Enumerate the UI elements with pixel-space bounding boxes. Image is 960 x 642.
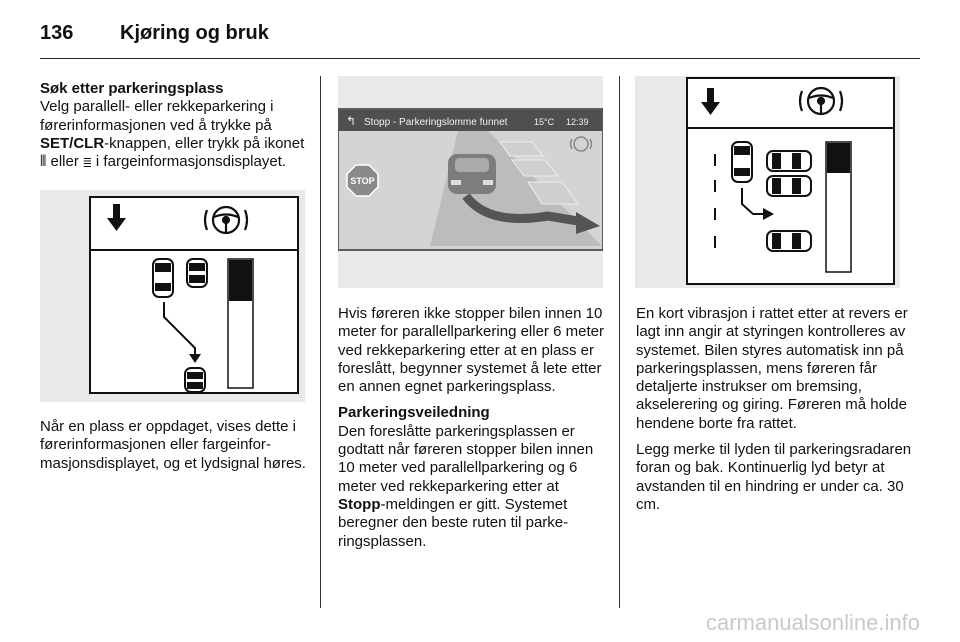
parallel-parking-icon: ⫴ [40,153,47,171]
paragraph-select-parking: Søk etter parkeringsplass Velg parallell- eller rekkeparkering i førerinformasjonen ved å trykke på SET/CLR-knappen, eller trykk på ikonet ⫴ eller ≣ i fargeinformasjonsdisplayet. [40,80,308,171]
page-title: Kjøring og bruk [120,22,269,44]
car-icon [187,259,207,287]
stop-sign-icon [347,165,378,196]
column-divider-2 [619,76,620,608]
car-icon [767,151,811,171]
perpendicular-parking-icon: ≣ [83,153,92,171]
car-icon [767,231,811,251]
paragraph-vibration: En kort vibrasjon i rattet etter at revers er lagt inn angir at styringen kontrolleres av systemet. Bilen styres automatisk inn på parkeringsplassen, mens føreren får detaljerte instrukser om bremsing, akselerering og giring. Føreren må holde hendene borte fra rattet. [636,305,908,432]
svg-text:STOP: STOP [350,176,375,186]
temperature-readout: 15°C [534,117,555,127]
column-divider-1 [320,76,321,608]
watermark: carmanualsonline.info [705,610,920,635]
figure-colour-display [338,76,603,288]
screen-title: Stopp - Parkeringslomme funnet [364,117,508,128]
car-rear-illustration [448,154,496,194]
car-icon [153,259,173,297]
column-2 [338,305,608,559]
stopp-label: Stopp [338,495,381,513]
distance-gauge [228,259,253,388]
figure-parallel-parking-display [40,190,305,402]
paragraph-parking-guidance: Parkeringsveiledning Den foreslåtte parkeringsplassen er godtatt når føreren stopper bilen innen 10 meter ved parallellparkering og 6 meter ved rekkeparkering etter at Stopp-meldingen er gitt. Systemet beregner den beste ruten til parkeringsplassen. [338,404,608,550]
section-heading-guidance: Parkeringsveiledning [338,404,490,422]
distance-gauge [826,142,851,272]
car-icon [767,176,811,196]
figure-perpendicular-parking-display [635,76,900,288]
back-icon[interactable]: ↰ [346,114,357,128]
paragraph-space-detected: Når en plass er oppdaget, vises dette i førerinformasjonen eller fargeinformasjonsdisplayet, og et lydsignal høres. [40,418,306,472]
header-rule [40,58,920,59]
clock-readout: 12:39 [566,117,589,127]
page-header [40,18,920,60]
column-1 [40,80,308,179]
column-1-bottom [40,418,308,481]
paragraph-stop-distance: Hvis føreren ikke stopper bilen innen 10 meter for parallellparkering eller 6 meter ved rekkeparkering etter at en plass er foreslått, begynner systemet å lete etter en annen egnet parkeringsplass. [338,305,604,396]
page-number: 136 [40,22,74,44]
car-icon [732,142,752,182]
paragraph-radar-sound: Legg merke til lyden til parkeringsradaren foran og bak. Kontinuerlig lyd betyr at avstanden til en hindring er under ca. 30 cm. [636,441,912,513]
section-heading-search: Søk etter parkeringsplass [40,80,224,97]
set-clr-label: SET/CLR [40,134,105,152]
car-icon [185,368,205,392]
column-3 [636,305,912,522]
